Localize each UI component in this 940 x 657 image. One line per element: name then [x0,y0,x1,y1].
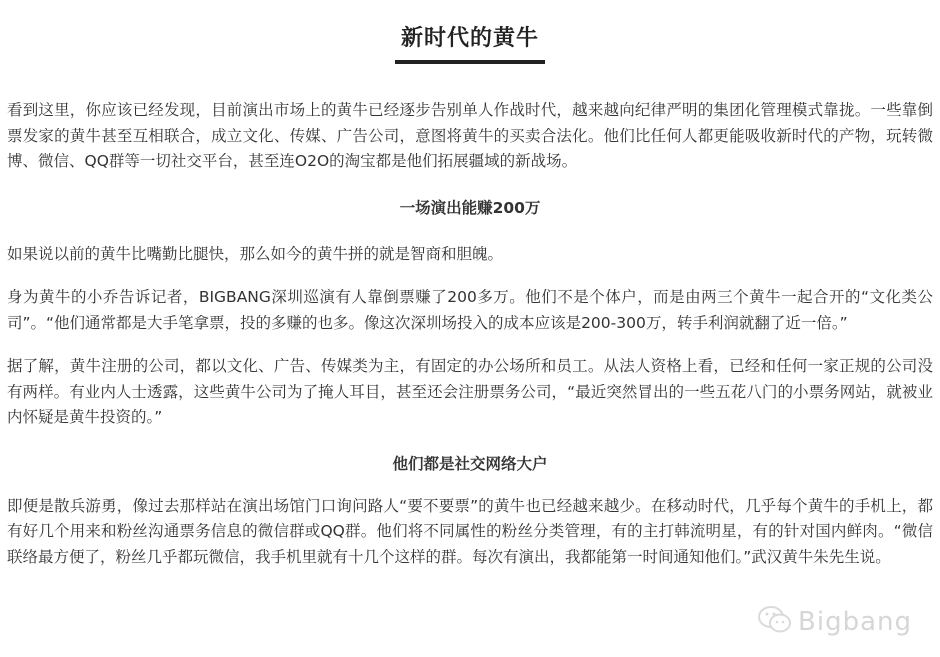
watermark [758,605,912,639]
paragraph-social: 即便是散兵游勇，像过去那样站在演出场馆门口询问路人“要不要票”的黄牛也已经越来越少。在移动时代，几乎每个黄牛的手机上，都有好几个用来和粉丝沟通票务信息的微信群或QQ群。他们将不同属性的粉丝分类管理，有的主打韩流明星，有的针对国内鲜肉。“微信联络最方便了，粉丝几乎都玩微信，我手机里就有十几个这样的群。每次有演出，我都能第一时间通知他们。”武汉黄牛朱先生说。 [7,496,933,566]
wechat-icon [758,605,792,639]
paragraph-smart: 如果说以前的黄牛比嘴勤比腿快，那么如今的黄牛拼的就是智商和胆魄。 [7,244,504,263]
article-title: 新时代的黄牛 [395,22,545,64]
paragraph-bigbang: 身为黄牛的小乔告诉记者，BIGBANG深圳巡演有人靠倒票赚了200多万。他们不是个体户，而是由两三个黄牛一起合开的“文化类公司”。“他们通常都是大手笔拿票，投的多赚的也多。像这次深圳场投入的成本应该是200-300万，转手利润就翻了近一倍。” [7,288,933,332]
article [7,0,933,570]
watermark-text: Bigbang [798,607,912,637]
title-wrap [7,22,933,72]
paragraph-intro: 看到这里，你应该已经发现，目前演出市场上的黄牛已经逐步告别单人作战时代，越来越向纪律严明的集团化管理模式靠拢。一些靠倒票发家的黄牛甚至互相联合，成立文化、传媒、广告公司，意图将黄牛的买卖合法化。他们比任何人都更能吸收新时代的产物，玩转微博、微信、QQ群等一切社交平台，甚至连O2O的淘宝都是他们拓展疆域的新战场。 [7,101,933,170]
section-heading-social: 他们都是社交网络大户 [392,454,548,473]
section-heading-profit: 一场演出能赚200万 [399,198,541,217]
paragraph-companies: 据了解，黄牛注册的公司，都以文化、广告、传媒类为主，有固定的办公场所和员工。从法人资格上看，已经和任何一家正规的公司没有两样。有业内人士透露，这些黄牛公司为了掩人耳目，甚至还会注册票务公司，“最近突然冒出的一些五花八门的小票务网站，就被业内怀疑是黄牛投资的。” [7,357,933,426]
